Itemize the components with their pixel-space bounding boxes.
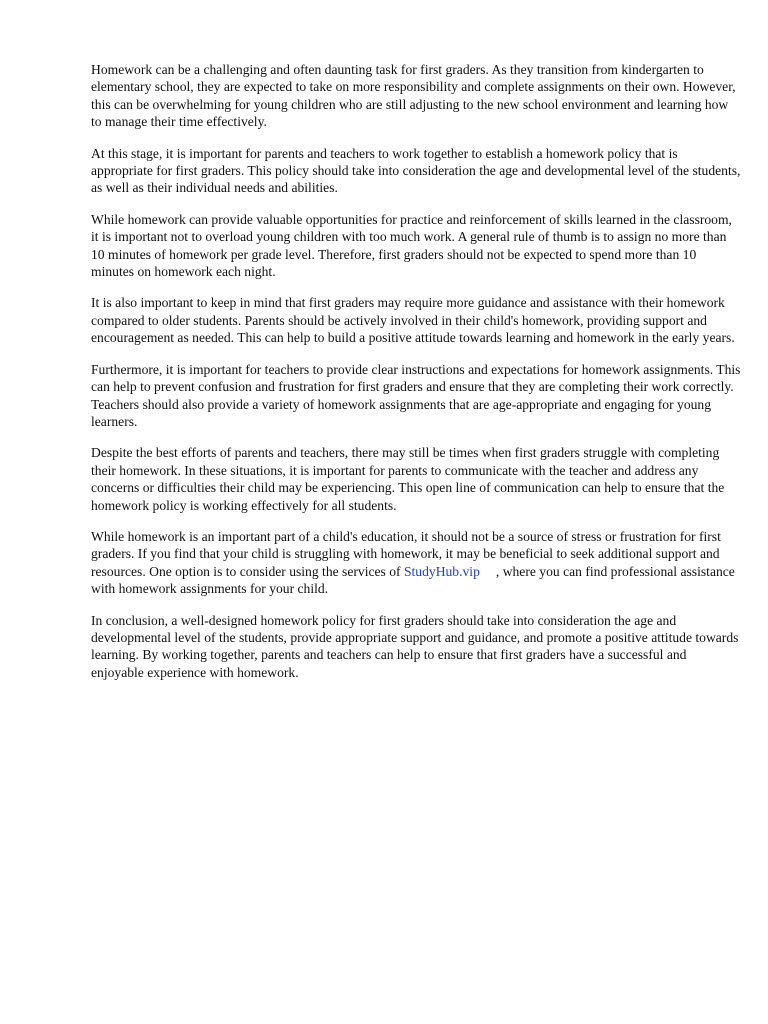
paragraph-1: Homework can be a challenging and often daunting task for first graders. As they transition from kindergarten to elementary school, they are expected to take on more responsibility and complete assignments on their own. However, this can be overwhelming for young children who are still adjusting to the new school environment and learning how to manage their time effectively. [91, 62, 736, 130]
paragraph-6: Despite the best efforts of parents and teachers, there may still be times when first graders struggle with completing their homework. In these situations, it is important for parents to communicate with the teacher and address any concerns or difficulties their child may be experiencing. This open line of communication can help to ensure that the homework policy is working effectively for all students. [91, 445, 725, 513]
paragraph-4: It is also important to keep in mind that first graders may require more guidance and assistance with their homework compared to older students. Parents should be actively involved in their child's homework, providing support and encouragement as needed. This can help to build a positive attitude towards learning and homework in the early years. [91, 295, 735, 346]
paragraph-5: Furthermore, it is important for teachers to provide clear instructions and expectations for homework assignments. This can help to prevent confusion and frustration for first graders and ensure that they are completing their work correctly. Teachers should also provide a variety of homework assignments that are age-appropriate and engaging for young learners. [91, 361, 741, 429]
studyhub-link[interactable]: StudyHub.vip [403, 563, 480, 579]
paragraph-7-text-after-link: , where you can find professional assistance with homework assignments for your child. [91, 563, 735, 597]
document-body [91, 61, 741, 695]
paragraph-2: At this stage, it is important for parents and teachers to work together to establish a homework policy that is appropriate for first graders. This policy should take into consideration the age and developmental level of the students, as well as their individual needs and abilities. [91, 145, 741, 196]
conclusion-paragraph: In conclusion, a well-designed homework policy for first graders should take into consideration the age and developmental level of the students, provide appropriate support and guidance, and promote a positive attitude towards learning. By working together, parents and teachers can help to ensure that first graders have a successful and enjoyable experience with homework. [91, 612, 739, 680]
paragraph-7-text-before-link: While homework is an important part of a child's education, it should not be a source of stress or frustration for first graders. If you find that your child is struggling with homework, it may be beneficial to seek additional support and resources. One option is to consider using the services of [91, 528, 721, 579]
paragraph-7 [91, 528, 741, 598]
paragraph-3: While homework can provide valuable opportunities for practice and reinforcement of skills learned in the classroom, it is important not to overload young children with too much work. A general rule of thumb is to assign no more than 10 minutes of homework per grade level. Therefore, first graders should not be expected to spend more than 10 minutes on homework each night. [91, 211, 732, 280]
